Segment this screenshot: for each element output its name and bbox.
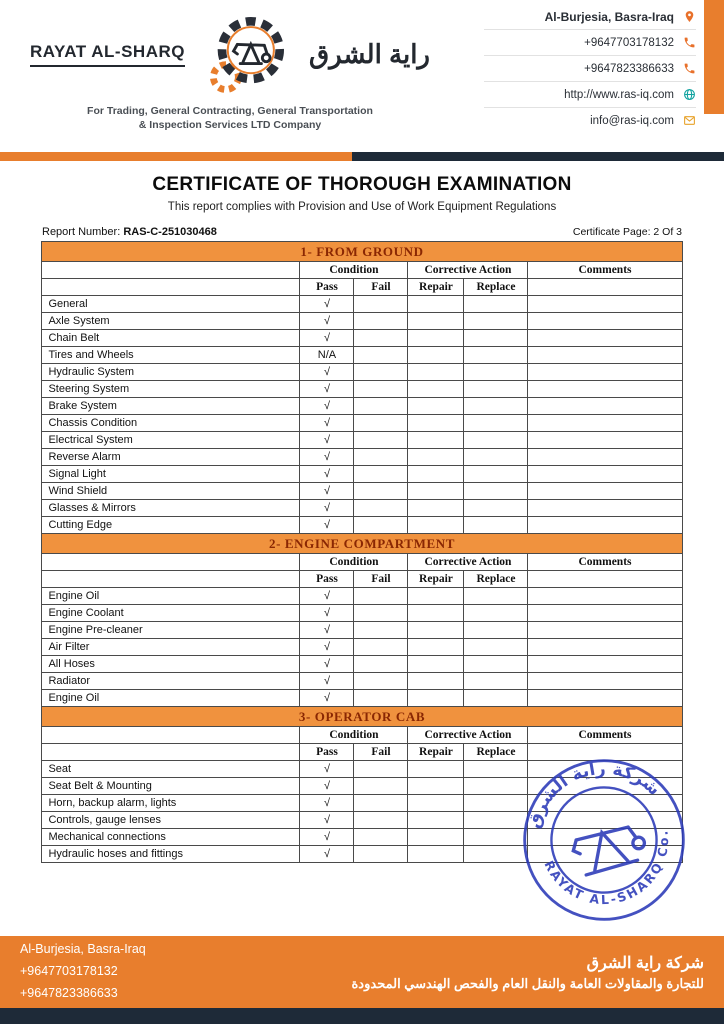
item-name-cell: Signal Light xyxy=(42,466,300,483)
item-name-cell: Chassis Condition xyxy=(42,415,300,432)
pass-cell: √ xyxy=(300,415,354,432)
footer-phone-1: +9647703178132 xyxy=(20,964,118,979)
repair-cell xyxy=(408,432,464,449)
contact-row xyxy=(484,108,696,133)
repair-cell xyxy=(408,673,464,690)
pass-cell: √ xyxy=(300,639,354,656)
pass-cell: √ xyxy=(300,829,354,846)
item-name-cell: Steering System xyxy=(42,381,300,398)
item-row xyxy=(42,330,682,347)
comments-cell xyxy=(528,432,682,449)
fail-cell xyxy=(354,656,408,673)
repair-cell xyxy=(408,622,464,639)
repair-cell xyxy=(408,330,464,347)
replace-cell xyxy=(464,330,528,347)
pass-cell: √ xyxy=(300,778,354,795)
comments-header: Comments xyxy=(528,262,682,279)
comments-cell xyxy=(528,500,682,517)
replace-cell xyxy=(464,381,528,398)
replace-cell xyxy=(464,656,528,673)
empty-header-cell xyxy=(528,571,682,588)
item-name-cell: Controls, gauge lenses xyxy=(42,812,300,829)
fail-header: Fail xyxy=(354,571,408,588)
contact-row xyxy=(484,56,696,82)
item-row xyxy=(42,364,682,381)
replace-header: Replace xyxy=(464,744,528,761)
repair-cell xyxy=(408,690,464,707)
condition-header: Condition xyxy=(300,262,408,279)
fail-cell xyxy=(354,517,408,534)
header xyxy=(0,0,724,152)
contact-list xyxy=(484,4,696,133)
replace-cell xyxy=(464,398,528,415)
comments-cell xyxy=(528,639,682,656)
comments-cell xyxy=(528,313,682,330)
item-name-cell: Engine Pre-cleaner xyxy=(42,622,300,639)
replace-cell xyxy=(464,673,528,690)
item-row xyxy=(42,690,682,707)
item-name-cell: Engine Coolant xyxy=(42,605,300,622)
contact-text: http://www.ras-iq.com xyxy=(564,88,674,101)
empty-header-cell xyxy=(42,571,300,588)
comments-cell xyxy=(528,296,682,313)
company-logo xyxy=(30,8,430,132)
item-row xyxy=(42,673,682,690)
repair-cell xyxy=(408,812,464,829)
logo-row xyxy=(30,8,430,100)
item-name-cell: Electrical System xyxy=(42,432,300,449)
repair-header: Repair xyxy=(408,571,464,588)
item-name-cell: Brake System xyxy=(42,398,300,415)
column-sub-header-row xyxy=(42,279,682,296)
comments-cell xyxy=(528,588,682,605)
item-name-cell: Radiator xyxy=(42,673,300,690)
item-row xyxy=(42,517,682,534)
item-row xyxy=(42,432,682,449)
pass-cell: √ xyxy=(300,795,354,812)
divider-orange-segment xyxy=(0,152,352,161)
comments-cell xyxy=(528,398,682,415)
fail-cell xyxy=(354,690,408,707)
item-name-cell: Engine Oil xyxy=(42,690,300,707)
replace-cell xyxy=(464,483,528,500)
pass-cell: √ xyxy=(300,690,354,707)
contact-row xyxy=(484,82,696,108)
item-name-cell: Cutting Edge xyxy=(42,517,300,534)
pass-cell: √ xyxy=(300,500,354,517)
fail-cell xyxy=(354,846,408,863)
fail-cell xyxy=(354,330,408,347)
contact-row xyxy=(484,30,696,56)
replace-header: Replace xyxy=(464,279,528,296)
certificate-page-indicator: Certificate Page: 2 Of 3 xyxy=(572,226,682,238)
replace-cell xyxy=(464,296,528,313)
empty-header-cell xyxy=(42,727,300,744)
condition-header: Condition xyxy=(300,554,408,571)
replace-cell xyxy=(464,605,528,622)
item-row xyxy=(42,622,682,639)
company-tagline-line2: & Inspection Services LTD Company xyxy=(138,119,322,132)
item-name-cell: Seat xyxy=(42,761,300,778)
comments-cell xyxy=(528,364,682,381)
repair-cell xyxy=(408,639,464,656)
fail-cell xyxy=(354,829,408,846)
item-row xyxy=(42,347,682,364)
footer xyxy=(0,936,724,1008)
item-name-cell: Engine Oil xyxy=(42,588,300,605)
item-name-cell: All Hoses xyxy=(42,656,300,673)
replace-cell xyxy=(464,449,528,466)
item-name-cell: Reverse Alarm xyxy=(42,449,300,466)
fail-cell xyxy=(354,415,408,432)
repair-cell xyxy=(408,829,464,846)
fail-cell xyxy=(354,483,408,500)
contact-text: +9647823386633 xyxy=(584,62,674,75)
item-row xyxy=(42,296,682,313)
replace-cell xyxy=(464,432,528,449)
phone-icon xyxy=(682,36,696,49)
email-icon xyxy=(682,114,696,127)
comments-cell xyxy=(528,330,682,347)
repair-cell xyxy=(408,381,464,398)
pass-cell: √ xyxy=(300,761,354,778)
comments-cell xyxy=(528,605,682,622)
item-name-cell: Mechanical connections xyxy=(42,829,300,846)
item-name-cell: Axle System xyxy=(42,313,300,330)
comments-cell xyxy=(528,673,682,690)
replace-cell xyxy=(464,466,528,483)
repair-cell xyxy=(408,588,464,605)
item-name-cell: Wind Shield xyxy=(42,483,300,500)
fail-cell xyxy=(354,605,408,622)
company-tagline xyxy=(30,104,430,132)
pass-cell: √ xyxy=(300,517,354,534)
item-row xyxy=(42,449,682,466)
pass-cell: √ xyxy=(300,812,354,829)
comments-cell xyxy=(528,622,682,639)
repair-cell xyxy=(408,761,464,778)
item-name-cell: Tires and Wheels xyxy=(42,347,300,364)
replace-header: Replace xyxy=(464,571,528,588)
repair-cell xyxy=(408,313,464,330)
column-group-header-row xyxy=(42,727,682,744)
pass-cell: √ xyxy=(300,605,354,622)
repair-cell xyxy=(408,466,464,483)
fail-cell xyxy=(354,673,408,690)
stamp-arabic-text: شركة راية الشرق xyxy=(524,758,664,831)
divider-navy-segment xyxy=(352,152,724,161)
comments-cell xyxy=(528,483,682,500)
empty-header-cell xyxy=(42,262,300,279)
section-header-row xyxy=(42,707,682,727)
phone-icon xyxy=(682,62,696,75)
comments-cell xyxy=(528,517,682,534)
footer-company-tagline-arabic: للتجارة والمقاولات العامة والنقل العام والفحص الهندسي المحدودة xyxy=(351,976,704,991)
item-name-cell: General xyxy=(42,296,300,313)
empty-header-cell xyxy=(528,279,682,296)
repair-cell xyxy=(408,364,464,381)
repair-cell xyxy=(408,500,464,517)
company-tagline-line1: For Trading, General Contracting, General Transportation xyxy=(87,105,373,117)
replace-cell xyxy=(464,622,528,639)
report-number xyxy=(42,226,217,238)
comments-cell xyxy=(528,347,682,364)
report-info-row xyxy=(42,226,682,238)
pass-header: Pass xyxy=(300,279,354,296)
pass-cell: √ xyxy=(300,622,354,639)
repair-cell xyxy=(408,517,464,534)
fail-header: Fail xyxy=(354,744,408,761)
item-row xyxy=(42,639,682,656)
company-name-en: RAYAT AL-SHARQ xyxy=(30,42,185,67)
fail-cell xyxy=(354,500,408,517)
contact-text: info@ras-iq.com xyxy=(590,114,674,127)
globe-icon xyxy=(682,88,696,101)
condition-header: Condition xyxy=(300,727,408,744)
replace-cell xyxy=(464,313,528,330)
fail-cell xyxy=(354,778,408,795)
repair-cell xyxy=(408,846,464,863)
replace-cell xyxy=(464,347,528,364)
footer-phone-2: +9647823386633 xyxy=(20,985,118,1000)
fail-cell xyxy=(354,381,408,398)
corrective-action-header: Corrective Action xyxy=(408,554,528,571)
pass-cell: √ xyxy=(300,483,354,500)
repair-cell xyxy=(408,415,464,432)
pass-cell: √ xyxy=(300,673,354,690)
repair-header: Repair xyxy=(408,744,464,761)
replace-cell xyxy=(464,517,528,534)
fail-cell xyxy=(354,588,408,605)
item-row xyxy=(42,398,682,415)
item-row xyxy=(42,656,682,673)
item-row xyxy=(42,605,682,622)
replace-cell xyxy=(464,364,528,381)
repair-cell xyxy=(408,483,464,500)
replace-cell xyxy=(464,588,528,605)
certificate-subtitle: This report complies with Provision and Use of Work Equipment Regulations xyxy=(167,201,557,213)
repair-cell xyxy=(408,795,464,812)
fail-cell xyxy=(354,812,408,829)
fail-cell xyxy=(354,795,408,812)
pass-cell: √ xyxy=(300,296,354,313)
corrective-action-header: Corrective Action xyxy=(408,262,528,279)
pass-cell: √ xyxy=(300,364,354,381)
column-sub-header-row xyxy=(42,571,682,588)
fail-cell xyxy=(354,449,408,466)
item-row xyxy=(42,313,682,330)
fail-cell xyxy=(354,347,408,364)
replace-cell xyxy=(464,415,528,432)
comments-cell xyxy=(528,466,682,483)
repair-cell xyxy=(408,398,464,415)
item-name-cell: Hydraulic System xyxy=(42,364,300,381)
corrective-action-header: Corrective Action xyxy=(408,727,528,744)
comments-cell xyxy=(528,381,682,398)
comments-cell xyxy=(528,415,682,432)
pass-cell: √ xyxy=(300,432,354,449)
item-row xyxy=(42,500,682,517)
fail-cell xyxy=(354,364,408,381)
contact-row xyxy=(484,4,696,30)
repair-cell xyxy=(408,347,464,364)
comments-header: Comments xyxy=(528,554,682,571)
comments-cell xyxy=(528,656,682,673)
section-title: 3- OPERATOR CAB xyxy=(42,707,682,727)
comments-cell xyxy=(528,449,682,466)
fail-cell xyxy=(354,432,408,449)
item-name-cell: Horn, backup alarm, lights xyxy=(42,795,300,812)
item-name-cell: Glasses & Mirrors xyxy=(42,500,300,517)
repair-cell xyxy=(408,449,464,466)
item-name-cell: Seat Belt & Mounting xyxy=(42,778,300,795)
item-row xyxy=(42,483,682,500)
pass-cell: √ xyxy=(300,588,354,605)
footer-contact-block xyxy=(20,939,146,1005)
bottom-navy-bar xyxy=(0,1008,724,1024)
column-group-header-row xyxy=(42,262,682,279)
replace-cell xyxy=(464,639,528,656)
pass-cell: N/A xyxy=(300,347,354,364)
footer-company-block xyxy=(352,952,705,992)
pass-cell: √ xyxy=(300,466,354,483)
section-header-row xyxy=(42,534,682,554)
report-number-value: RAS-C-251030468 xyxy=(123,226,217,238)
item-row xyxy=(42,415,682,432)
footer-address: Al-Burjesia, Basra-Iraq xyxy=(20,942,146,957)
fail-cell xyxy=(354,761,408,778)
pass-cell: √ xyxy=(300,381,354,398)
fail-cell xyxy=(354,296,408,313)
pass-cell: √ xyxy=(300,313,354,330)
repair-cell xyxy=(408,605,464,622)
replace-cell xyxy=(464,690,528,707)
pass-cell: √ xyxy=(300,330,354,347)
item-name-cell: Air Filter xyxy=(42,639,300,656)
contact-text: Al-Burjesia, Basra-Iraq xyxy=(544,9,674,24)
location-pin-icon xyxy=(682,10,696,23)
replace-cell xyxy=(464,500,528,517)
repair-cell xyxy=(408,296,464,313)
stamp-english-text: RAYAT AL-SHARQ Co. xyxy=(541,827,672,908)
stamp-pumpjack-icon xyxy=(571,822,649,876)
section-title: 1- FROM GROUND xyxy=(42,242,682,262)
comments-cell xyxy=(528,690,682,707)
item-row xyxy=(42,466,682,483)
fail-cell xyxy=(354,622,408,639)
pass-header: Pass xyxy=(300,744,354,761)
gear-pumpjack-logo-icon xyxy=(197,8,297,100)
empty-header-cell xyxy=(42,744,300,761)
repair-header: Repair xyxy=(408,279,464,296)
pass-cell: √ xyxy=(300,656,354,673)
footer-company-name-arabic: شركة راية الشرق xyxy=(586,955,704,972)
certificate-title: CERTIFICATE OF THOROUGH EXAMINATION xyxy=(152,174,572,195)
item-row xyxy=(42,588,682,605)
item-name-cell: Chain Belt xyxy=(42,330,300,347)
section-title: 2- ENGINE COMPARTMENT xyxy=(42,534,682,554)
header-divider-bar xyxy=(0,152,724,161)
column-group-header-row xyxy=(42,554,682,571)
pass-cell: √ xyxy=(300,398,354,415)
comments-header: Comments xyxy=(528,727,682,744)
fail-cell xyxy=(354,639,408,656)
pass-cell: √ xyxy=(300,449,354,466)
repair-cell xyxy=(408,656,464,673)
empty-header-cell xyxy=(42,554,300,571)
company-name-ar: راية الشرق xyxy=(308,38,430,69)
item-row xyxy=(42,381,682,398)
pass-cell: √ xyxy=(300,846,354,863)
fail-cell xyxy=(354,398,408,415)
report-number-label: Report Number: xyxy=(42,226,121,238)
fail-header: Fail xyxy=(354,279,408,296)
empty-header-cell xyxy=(42,279,300,296)
fail-cell xyxy=(354,313,408,330)
repair-cell xyxy=(408,778,464,795)
section-header-row xyxy=(42,242,682,262)
item-name-cell: Hydraulic hoses and fittings xyxy=(42,846,300,863)
fail-cell xyxy=(354,466,408,483)
pass-header: Pass xyxy=(300,571,354,588)
contact-text: +9647703178132 xyxy=(584,36,674,49)
